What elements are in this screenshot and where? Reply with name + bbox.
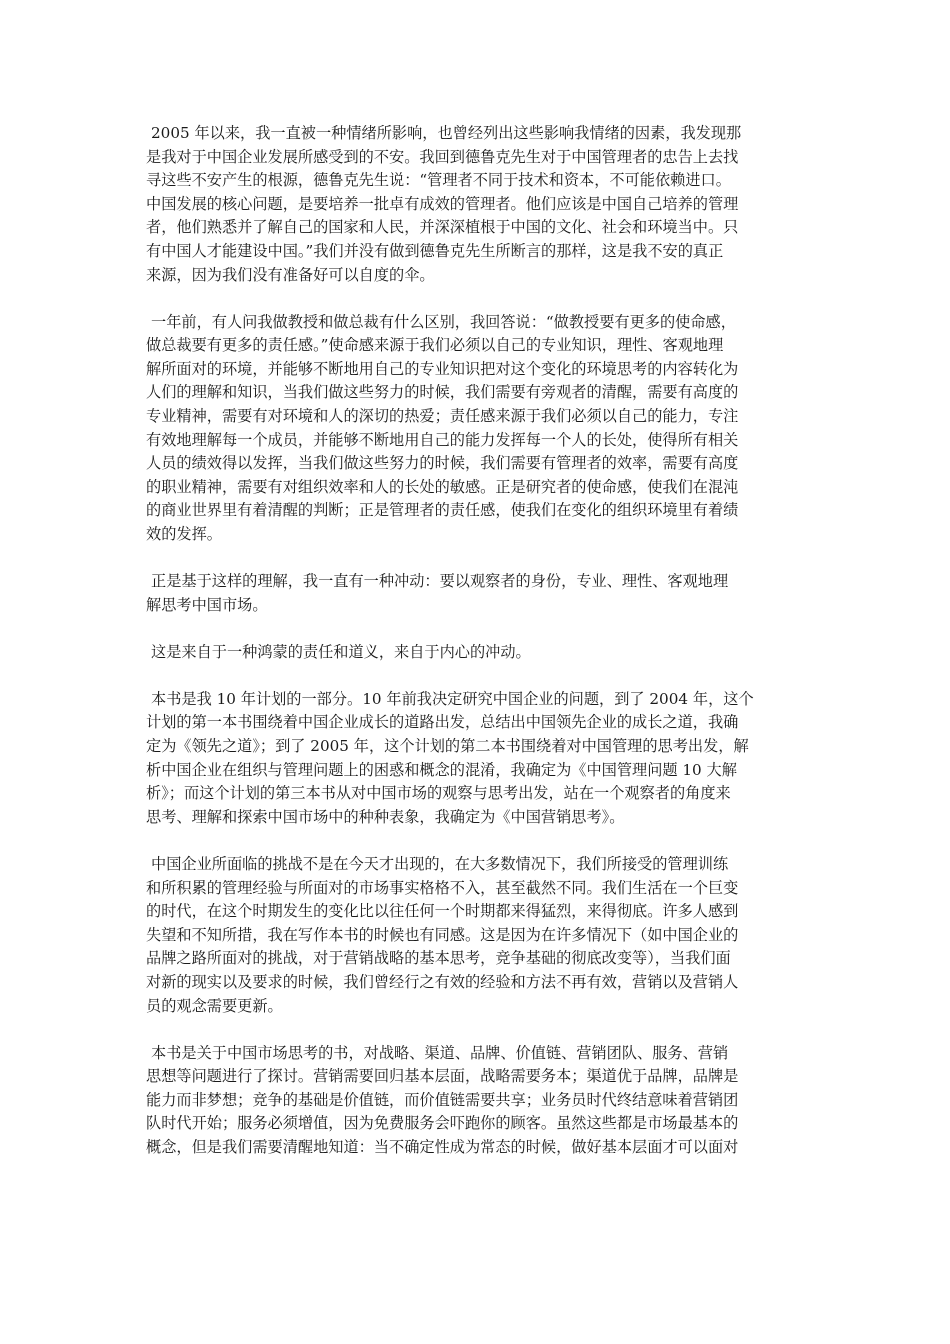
text-line: 解思考中国市场。 xyxy=(146,595,268,614)
text-line: 有效地理解每一个成员，并能够不断地用自己的能力发挥每一个人的长处，使得所有相关 xyxy=(146,430,739,449)
text-line: 品牌之路所面对的挑战，对于营销战略的基本思考，竞争基础的彻底改变等），当我们面 xyxy=(146,949,731,968)
text-line: 能力而非梦想；竞争的基础是价值链，而价值链需要共享；业务员时代终结意味着营销团 xyxy=(146,1090,739,1109)
paragraph-5 xyxy=(144,688,808,830)
text-line: 析中国企业在组织与管理问题上的困惑和概念的混淆，我确定为《中国管理问题 10 大解 xyxy=(146,760,737,779)
text-line: 的时代，在这个时期发生的变化比以往任何一个时期都来得猛烈，来得彻底。许多人感到 xyxy=(146,902,739,921)
text-line: 专业精神，需要有对环境和人的深切的热爱；责任感来源于我们必须以自己的能力，专注 xyxy=(146,407,739,426)
text-line: 计划的第一本书围绕着中国企业成长的道路出发，总结出中国领先企业的成长之道，我确 xyxy=(146,713,739,732)
text-line: 思想等问题进行了探讨。营销需要回归基本层面，战略需要务本；渠道优于品牌，品牌是 xyxy=(146,1067,739,1086)
text-line: 失望和不知所措，我在写作本书的时候也有同感。这是因为在许多情况下（如中国企业的 xyxy=(146,925,739,944)
text-line: 员的观念需要更新。 xyxy=(146,996,283,1015)
text-line: 析》；而这个计划的第三本书从对中国市场的观察与思考出发，站在一个观察者的角度来 xyxy=(146,784,731,803)
text-line: 定为《领先之道》；到了 2005 年，这个计划的第二本书围绕着对中国管理的思考出发，解 xyxy=(146,737,749,756)
paragraph-1 xyxy=(144,122,808,287)
text-line: 的职业精神，需要有对组织效率和人的长处的敏感。正是研究者的使命感，使我们在混沌 xyxy=(146,477,739,496)
text-line: 中国发展的核心问题，是要培养一批卓有成效的管理者。他们应该是中国自己培养的管理 xyxy=(146,194,739,213)
text-line: 效的发挥。 xyxy=(146,525,222,543)
paragraph-3 xyxy=(144,570,808,617)
text-line: 做总裁要有更多的责任感。”使命感来源于我们必须以自己的专业知识，理性、客观地理 xyxy=(146,336,724,355)
text-line: 一年前，有人问我做教授和做总裁有什么区别，我回答说：“做教授要有更多的使命感， xyxy=(151,312,736,331)
text-line: 中国企业所面临的挑战不是在今天才出现的，在大多数情况下，我们所接受的管理训练 xyxy=(151,854,729,873)
paragraph-2 xyxy=(144,311,808,547)
text-line: 寻这些不安产生的根源，德鲁克先生说：“管理者不同于技术和资本，不可能依赖进口。 xyxy=(146,171,731,190)
text-line: 对新的现实以及要求的时候，我们曾经行之有效的经验和方法不再有效，营销以及营销人 xyxy=(146,972,739,991)
text-line: 队时代开始；服务必须增值，因为免费服务会吓跑你的顾客。虽然这些都是市场最基本的 xyxy=(146,1114,739,1133)
text-line: 正是基于这样的理解，我一直有一种冲动：要以观察者的身份，专业、理性、客观地理 xyxy=(151,572,729,591)
text-line: 思考、理解和探索中国市场中的种种表象，我确定为《中国营销思考》。 xyxy=(146,807,625,826)
text-line: 是我对于中国企业发展所感受到的不安。我回到德鲁克先生对于中国管理者的忠告上去找 xyxy=(146,147,739,166)
text-line: 概念，但是我们需要清醒地知道：当不确定性成为常态的时候，做好基本层面才可以面对 xyxy=(146,1137,739,1156)
document-body xyxy=(144,122,808,1183)
paragraph-7 xyxy=(144,1042,808,1160)
text-line: 的商业世界里有着清醒的判断；正是管理者的责任感，使我们在变化的组织环境里有着绩 xyxy=(146,501,739,520)
text-line: 来源，因为我们没有准备好可以自度的伞。 xyxy=(146,265,435,284)
text-line: 人们的理解和知识，当我们做这些努力的时候，我们需要有旁观者的清醒，需要有高度的 xyxy=(146,383,739,402)
text-line: 这是来自于一种鸿蒙的责任和道义，来自于内心的冲动。 xyxy=(151,642,531,661)
text-line: 者，他们熟悉并了解自己的国家和人民，并深深植根于中国的文化、社会和环境当中。只 xyxy=(146,218,739,237)
text-line: 本书是我 10 年计划的一部分。10 年前我决定研究中国企业的问题，到了 2004 年，这个 xyxy=(151,689,754,708)
text-line: 有中国人才能建设中国。”我们并没有做到德鲁克先生所断言的那样，这是我不安的真正 xyxy=(146,241,724,260)
text-line: 2005 年以来，我一直被一种情绪所影响，也曾经列出这些影响我情绪的因素，我发现那 xyxy=(151,124,742,142)
paragraph-4 xyxy=(144,641,808,665)
text-line: 和所积累的管理经验与所面对的市场事实格格不入，甚至截然不同。我们生活在一个巨变 xyxy=(146,878,739,897)
paragraph-6 xyxy=(144,853,808,1018)
text-line: 解所面对的环境，并能够不断地用自己的专业知识把对这个变化的环境思考的内容转化为 xyxy=(146,359,739,378)
text-line: 人员的绩效得以发挥，当我们做这些努力的时候，我们需要有管理者的效率，需要有高度 xyxy=(146,454,739,473)
text-line: 本书是关于中国市场思考的书，对战略、渠道、品牌、价值链、营销团队、服务、营销 xyxy=(151,1043,729,1062)
